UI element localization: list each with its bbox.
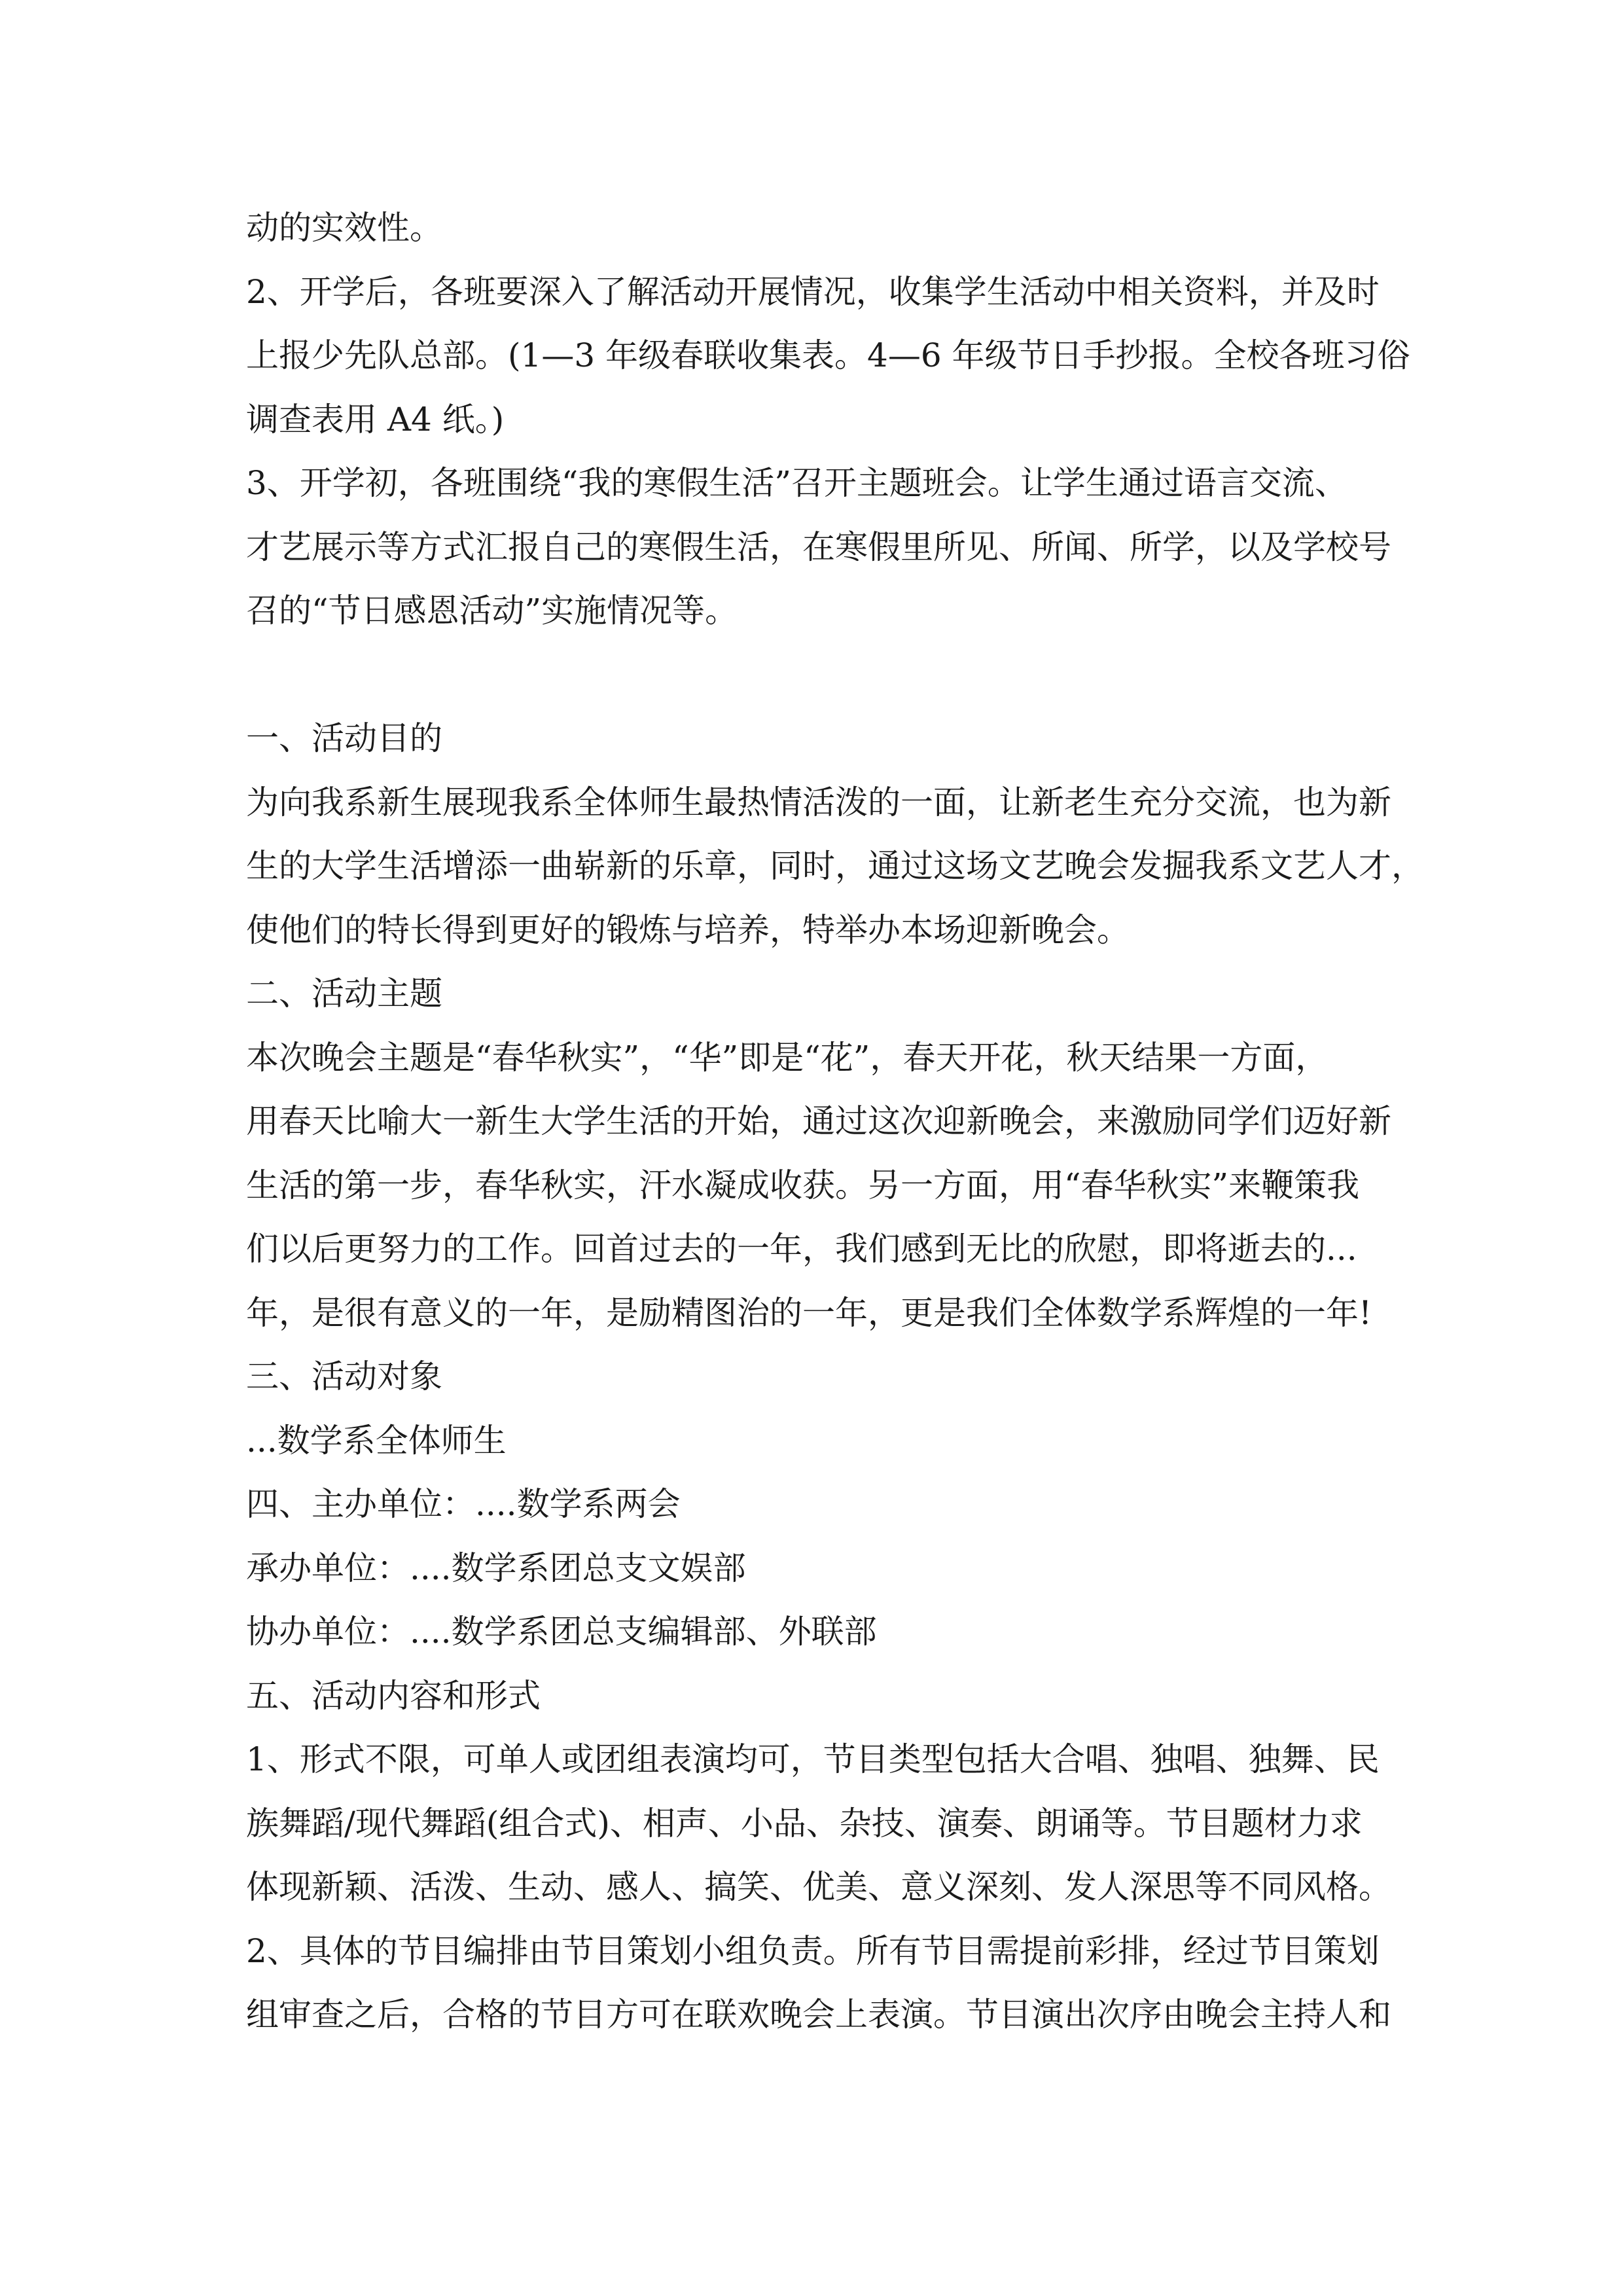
text-line: 们以后更努力的工作。回首过去的一年，我们感到无比的欣慰，即将逝去的... [246,1230,1357,1268]
text-line: 2、具体的节目编排由节目策划小组负责。所有节目需提前彩排，经过节目策划 [246,1931,1380,1970]
document-body [246,196,1424,2047]
heading-activity-theme: 二、活动主题 [246,975,442,1013]
heading-activity-audience: 三、活动对象 [246,1357,442,1395]
text-line: 动的实效性。 [246,209,442,247]
text-line: 使他们的特长得到更好的锻炼与培养，特举办本场迎新晚会。 [246,910,1130,949]
text-line: 3、开学初，各班围绕“我的寒假生活”召开主题班会。让学生通过语言交流、 [246,464,1347,502]
text-line: 上报少先队总部。(1—3 年级春联收集表。4—6 年级节日手抄报。全校各班习俗 [246,336,1410,374]
text-line: 2、开学后，各班要深入了解活动开展情况，收集学生活动中相关资料，并及时 [246,272,1380,311]
text-line: 生的大学生活增添一曲崭新的乐章，同时，通过这场文艺晚会发掘我系文艺人才， [246,847,1424,885]
text-line: 召的“节日感恩活动”实施情况等。 [246,592,738,630]
heading-organizer: 四、主办单位：....数学系两会 [246,1485,681,1523]
text-line: 才艺展示等方式汇报自己的寒假生活，在寒假里所见、所闻、所学，以及学校号 [246,528,1391,566]
text-line: 协办单位：....数学系团总支编辑部、外联部 [246,1613,877,1651]
text-line: 1、形式不限，可单人或团组表演均可，节目类型包括大合唱、独唱、独舞、民 [246,1740,1380,1778]
heading-activity-purpose: 一、活动目的 [246,719,442,757]
text-line: ...数学系全体师生 [246,1421,507,1460]
text-line: 组审查之后，合格的节目方可在联欢晚会上表演。节目演出次序由晚会主持人和 [246,1996,1391,2034]
text-line: 年，是很有意义的一年，是励精图治的一年，更是我们全体数学系辉煌的一年! [246,1293,1372,1332]
paragraph-gap [246,643,1398,708]
text-line: 体现新颖、活泼、生动、感人、搞笑、优美、意义深刻、发人深思等不同风格。 [246,1868,1391,1906]
text-line: 为向我系新生展现我系全体师生最热情活泼的一面，让新老生充分交流，也为新 [246,783,1391,821]
section-welcome-party-plan [246,707,1424,2047]
text-line: 调查表用 A4 纸。) [246,400,505,439]
text-line: 生活的第一步，春华秋实，汗水凝成收获。另一方面，用“春华秋实”来鞭策我 [246,1166,1360,1204]
text-line: 承办单位：....数学系团总支文娱部 [246,1549,746,1587]
text-line: 族舞蹈/现代舞蹈(组合式)、相声、小品、杂技、演奏、朗诵等。节目题材力求 [246,1804,1363,1842]
section-previous-activities [246,196,1410,643]
text-line: 用春天比喻大一新生大学生活的开始，通过这次迎新晚会，来激励同学们迈好新 [246,1102,1391,1140]
heading-activity-content: 五、活动内容和形式 [246,1676,541,1715]
text-line: 本次晚会主题是“春华秋实”，“华”即是“花”，春天开花，秋天结果一方面， [246,1038,1329,1077]
